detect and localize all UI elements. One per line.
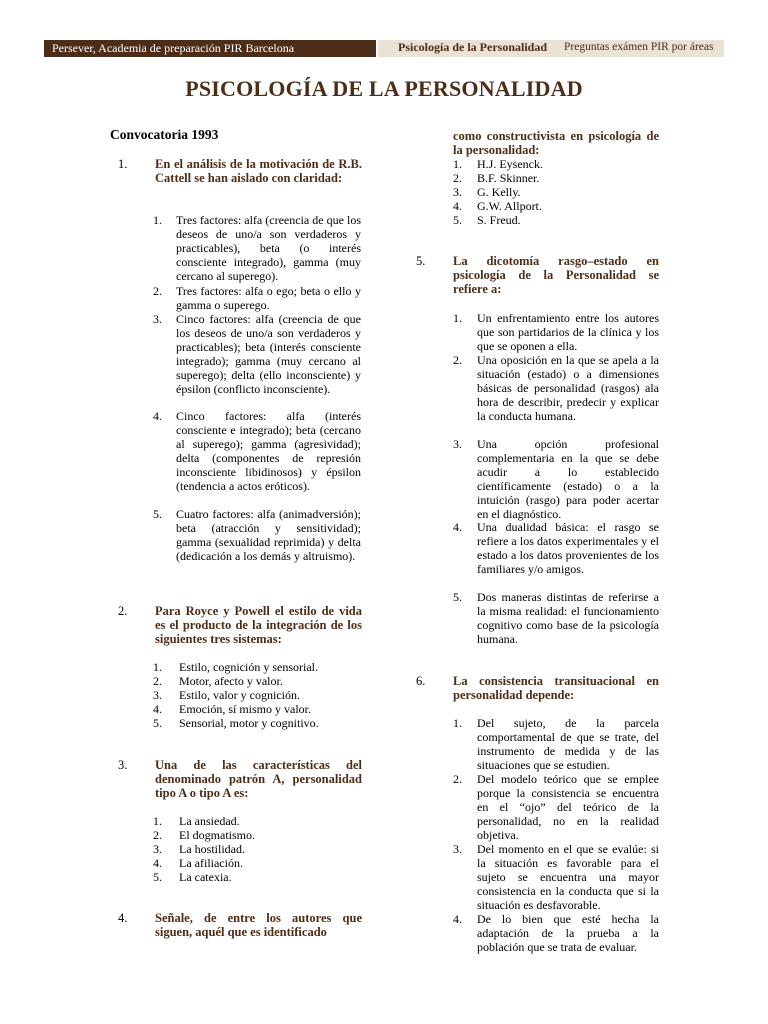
option-text: Cinco factores: alfa (interés consciente e integrado); beta (cercano al superego); gamma (agresividad); delta (componentes de represión inconsciente libidinosos) y épsilon (tendencia a actos eróticos). (176, 409, 361, 493)
option-text: Del sujeto, de la parcela comportamental de que se trate, del instrumento de medida y de las situaciones que se estudien. (477, 716, 659, 772)
option-number: 1. (453, 311, 462, 325)
question-number: 3. (118, 758, 128, 772)
question-number: 1. (118, 157, 128, 171)
header-academy-text: Persever, Academia de preparación PIR Barcelona (52, 41, 295, 55)
option-number: 4. (453, 199, 462, 213)
question-1 (118, 157, 364, 203)
convocatoria-heading: Convocatoria 1993 (110, 127, 219, 142)
option-text: H.J. Eysenck. (477, 157, 543, 171)
option-number: 3. (153, 842, 162, 856)
option-text: La catexia. (179, 870, 232, 884)
option-text: Emoción, sí mismo y valor. (179, 702, 311, 716)
header-section-text: Preguntas exámen PIR por áreas (564, 41, 714, 53)
option-number: 2. (453, 772, 462, 786)
header-academy-bar (44, 40, 376, 57)
option-text: Cuatro factores: alfa (animadversión); beta (atracción y sensitividad); gamma (sexualidad reprimida) y delta (dedicación a los demás y altruismo). (176, 507, 361, 563)
option-number: 1. (153, 660, 162, 674)
question-text: Una de las características del denominado patrón A, personalidad tipo A o tipo A es: (155, 758, 362, 800)
option-text: Motor, afecto y valor. (179, 674, 283, 688)
option-number: 3. (453, 842, 462, 856)
option-text: Una dualidad básica: el rasgo se refiere a los datos experimentales y el estado a los datos provenientes de los familiares y/o amigos. (477, 520, 659, 576)
option-text: Estilo, valor y cognición. (179, 688, 300, 702)
header-subject-bar (378, 40, 724, 57)
option-number: 3. (453, 185, 462, 199)
option-text: Tres factores: alfa o ego; beta o ello y gamma o superego. (176, 284, 361, 312)
question-text: Señale, de entre los autores que siguen, aquél que es identificado (155, 911, 362, 939)
option-text: S. Freud. (477, 213, 521, 227)
option-number: 3. (153, 688, 162, 702)
question-number: 2. (118, 604, 128, 618)
question-text: La dicotomía rasgo–estado en psicología de la Personalidad se refiere a: (453, 254, 659, 296)
option-number: 1. (453, 716, 462, 730)
question-number: 5. (416, 254, 426, 268)
question-text-continued: como constructivista en psicología de la personalidad: (453, 129, 659, 157)
option-number: 4. (153, 409, 162, 423)
option-text: De lo bien que esté hecha la adaptación de la prueba a la población que se trata de evaluar. (477, 912, 659, 954)
option-text: Del modelo teórico que se emplee porque la consistencia se encuentra en el “ojo” del teórico de la personalidad, no en la realidad objetiva. (477, 772, 659, 842)
option-number: 4. (153, 702, 162, 716)
option-number: 2. (453, 353, 462, 367)
option-text: G.W. Allport. (477, 199, 542, 213)
question-5 (416, 254, 660, 300)
option-text: La hostilidad. (179, 842, 245, 856)
option-number: 5. (153, 716, 162, 730)
option-text: Sensorial, motor y cognitivo. (179, 716, 319, 730)
option-number: 3. (453, 437, 462, 451)
option-text: Estilo, cognición y sensorial. (179, 660, 318, 674)
option-text: Tres factores: alfa (creencia de que los deseos de uno/a son verdaderos y practicables), beta (o interés consciente integrado), gamma (muy cercano al superego). (176, 213, 361, 283)
option-text: G. Kelly. (477, 185, 521, 199)
option-text: El dogmatismo. (179, 828, 255, 842)
option-number: 5. (453, 590, 462, 604)
option-text: La ansiedad. (179, 814, 240, 828)
question-number: 6. (416, 674, 426, 688)
question-text: Para Royce y Powell el estilo de vida es el producto de la integración de los siguientes tres sistemas: (155, 604, 362, 646)
option-number: 2. (153, 284, 162, 298)
option-text: Una opción profesional complementaria en la que se debe acudir a lo establecido científicamente (estado) o a la intuición (rasgo) para poder acertar en el diagnóstico. (477, 437, 659, 521)
question-2 (118, 604, 364, 650)
option-number: 4. (453, 912, 462, 926)
option-text: Un enfrentamiento entre los autores que son partidarios de la clínica y los que se oponen a ella. (477, 311, 659, 353)
option-number: 5. (453, 213, 462, 227)
question-4 (118, 911, 364, 943)
option-number: 1. (153, 814, 162, 828)
option-text: La afiliación. (179, 856, 243, 870)
option-number: 4. (153, 856, 162, 870)
question-text: En el análisis de la motivación de R.B. Cattell se han aislado con claridad: (155, 157, 362, 185)
option-number: 4. (453, 520, 462, 534)
option-text: Una oposición en la que se apela a la situación (estado) o a dimensiones básicas de personalidad (rasgos) ala hora de describir, predecir y explicar la conducta humana. (477, 353, 659, 423)
question-6 (416, 674, 660, 706)
option-text: Cinco factores: alfa (creencia de que los deseos de uno/a son verdaderos y practicables); beta (interés consciente integrado); gamma (muy cercano al superego); delta (ello inconsciente) y épsilon (conflicto inconsciente). (176, 312, 361, 396)
page-title: PSICOLOGÍA DE LA PERSONALIDAD (185, 76, 583, 101)
option-number: 1. (153, 213, 162, 227)
option-number: 2. (153, 674, 162, 688)
option-number: 2. (453, 171, 462, 185)
option-text: Dos maneras distintas de referirse a la misma realidad: el funcionamiento cognitivo como base de la psicología humana. (477, 590, 659, 646)
option-number: 2. (153, 828, 162, 842)
option-number: 5. (153, 870, 162, 884)
question-text: La consistencia transituacional en personalidad depende: (453, 674, 659, 702)
option-text: B.F. Skinner. (477, 171, 540, 185)
question-3 (118, 758, 364, 804)
question-4-continued (453, 129, 659, 159)
option-number: 3. (153, 312, 162, 326)
header-subject-text: Psicología de la Personalidad (398, 40, 548, 54)
question-number: 4. (118, 911, 128, 925)
option-number: 5. (153, 507, 162, 521)
option-text: Del momento en el que se evalúe: si la situación es favorable para el sujeto se encuentra una mayor consistencia en la conducta que si la situación es desfavorable. (477, 842, 659, 912)
option-number: 1. (453, 157, 462, 171)
